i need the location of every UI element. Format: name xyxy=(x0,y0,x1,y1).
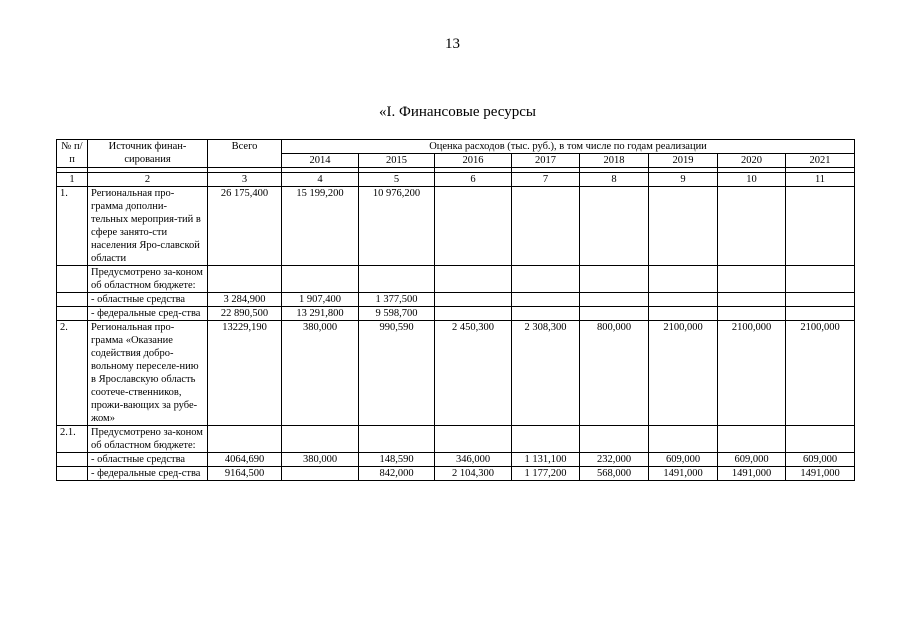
row-source-cell: Предусмотрено за-коном об областном бюджете: xyxy=(88,426,208,453)
column-index: 5 xyxy=(359,173,435,187)
row-year-value-cell xyxy=(786,266,855,293)
row-source-cell: - областные средства xyxy=(88,293,208,307)
table-row xyxy=(57,453,855,467)
header-year: 2016 xyxy=(435,154,512,168)
row-year-value-cell: 346,000 xyxy=(435,453,512,467)
column-index: 10 xyxy=(718,173,786,187)
column-index: 3 xyxy=(208,173,282,187)
row-year-value-cell: 1 177,200 xyxy=(512,467,580,481)
row-year-value-cell xyxy=(435,293,512,307)
row-year-value-cell xyxy=(718,293,786,307)
row-source-cell: - федеральные сред-ства xyxy=(88,307,208,321)
row-year-value-cell xyxy=(649,307,718,321)
row-year-value-cell xyxy=(435,266,512,293)
header-total: Всего xyxy=(208,140,282,168)
row-year-value-cell: 2100,000 xyxy=(649,321,718,426)
row-year-value-cell: 148,590 xyxy=(359,453,435,467)
row-source-cell: Предусмотрено за-коном об областном бюджете: xyxy=(88,266,208,293)
table-row xyxy=(57,187,855,266)
row-year-value-cell xyxy=(786,187,855,266)
row-number-cell xyxy=(57,293,88,307)
row-year-value-cell xyxy=(359,426,435,453)
row-year-value-cell xyxy=(512,187,580,266)
row-year-value-cell: 2 308,300 xyxy=(512,321,580,426)
page-number: 13 xyxy=(445,36,460,52)
header-year: 2018 xyxy=(580,154,649,168)
row-year-value-cell xyxy=(786,426,855,453)
row-total-cell: 22 890,500 xyxy=(208,307,282,321)
row-year-value-cell: 15 199,200 xyxy=(282,187,359,266)
row-total-cell xyxy=(208,426,282,453)
row-year-value-cell xyxy=(580,307,649,321)
row-number-cell xyxy=(57,467,88,481)
column-index: 1 xyxy=(57,173,88,187)
column-index: 6 xyxy=(435,173,512,187)
row-year-value-cell xyxy=(580,187,649,266)
header-year: 2020 xyxy=(718,154,786,168)
header-estimate: Оценка расходов (тыс. руб.), в том числе по годам реализации xyxy=(282,140,855,154)
row-year-value-cell xyxy=(282,426,359,453)
row-year-value-cell: 10 976,200 xyxy=(359,187,435,266)
row-year-value-cell: 1 907,400 xyxy=(282,293,359,307)
table-row xyxy=(57,467,855,481)
header-year: 2014 xyxy=(282,154,359,168)
row-total-cell: 3 284,900 xyxy=(208,293,282,307)
row-year-value-cell: 1 131,100 xyxy=(512,453,580,467)
row-year-value-cell: 13 291,800 xyxy=(282,307,359,321)
row-source-cell: Региональная про-грамма «Оказание содействия добро-вольному переселе-нию в Ярославскую область соотече-ственников, прожи-вающих за рубе-жом» xyxy=(88,321,208,426)
row-year-value-cell: 2 104,300 xyxy=(435,467,512,481)
header-year: 2017 xyxy=(512,154,580,168)
row-number-cell: 2.1. xyxy=(57,426,88,453)
row-source-cell: - областные средства xyxy=(88,453,208,467)
column-index: 2 xyxy=(88,173,208,187)
header-year: 2019 xyxy=(649,154,718,168)
row-year-value-cell xyxy=(580,293,649,307)
row-total-cell xyxy=(208,266,282,293)
column-index: 11 xyxy=(786,173,855,187)
row-year-value-cell: 2 450,300 xyxy=(435,321,512,426)
column-index: 8 xyxy=(580,173,649,187)
row-total-cell: 13229,190 xyxy=(208,321,282,426)
row-year-value-cell: 568,000 xyxy=(580,467,649,481)
row-total-cell: 26 175,400 xyxy=(208,187,282,266)
row-year-value-cell xyxy=(512,266,580,293)
row-total-cell: 4064,690 xyxy=(208,453,282,467)
row-source-cell: - федеральные сред-ства xyxy=(88,467,208,481)
row-year-value-cell xyxy=(649,266,718,293)
table-row xyxy=(57,266,855,293)
row-year-value-cell xyxy=(718,266,786,293)
row-total-cell: 9164,500 xyxy=(208,467,282,481)
header-year: 2021 xyxy=(786,154,855,168)
header-source: Источник финан-сирования xyxy=(88,140,208,168)
row-year-value-cell xyxy=(786,307,855,321)
row-year-value-cell: 609,000 xyxy=(649,453,718,467)
row-year-value-cell: 1491,000 xyxy=(786,467,855,481)
header-num: № п/п xyxy=(57,140,88,168)
row-year-value-cell: 1491,000 xyxy=(649,467,718,481)
row-year-value-cell xyxy=(282,467,359,481)
row-year-value-cell: 842,000 xyxy=(359,467,435,481)
table-row xyxy=(57,307,855,321)
table-row xyxy=(57,293,855,307)
row-year-value-cell xyxy=(282,266,359,293)
row-year-value-cell xyxy=(718,307,786,321)
row-year-value-cell xyxy=(359,266,435,293)
column-index: 4 xyxy=(282,173,359,187)
row-number-cell: 2. xyxy=(57,321,88,426)
row-year-value-cell: 2100,000 xyxy=(786,321,855,426)
row-year-value-cell xyxy=(649,293,718,307)
row-year-value-cell xyxy=(435,307,512,321)
row-year-value-cell xyxy=(512,293,580,307)
row-source-cell: Региональная про-грамма дополни-тельных мероприя-тий в сфере занято-сти населения Яро-славской области xyxy=(88,187,208,266)
row-year-value-cell xyxy=(512,426,580,453)
row-number-cell xyxy=(57,453,88,467)
row-year-value-cell: 800,000 xyxy=(580,321,649,426)
row-year-value-cell xyxy=(718,426,786,453)
row-year-value-cell: 2100,000 xyxy=(718,321,786,426)
row-year-value-cell: 609,000 xyxy=(718,453,786,467)
header-row xyxy=(57,140,855,154)
table-row xyxy=(57,321,855,426)
row-year-value-cell: 232,000 xyxy=(580,453,649,467)
row-year-value-cell: 380,000 xyxy=(282,321,359,426)
row-number-cell xyxy=(57,307,88,321)
row-year-value-cell: 990,590 xyxy=(359,321,435,426)
row-year-value-cell xyxy=(649,187,718,266)
financial-resources-table xyxy=(56,139,855,481)
row-year-value-cell: 1 377,500 xyxy=(359,293,435,307)
row-number-cell: 1. xyxy=(57,187,88,266)
row-year-value-cell: 609,000 xyxy=(786,453,855,467)
column-index-row xyxy=(57,173,855,187)
row-year-value-cell xyxy=(649,426,718,453)
row-year-value-cell xyxy=(580,426,649,453)
header-year: 2015 xyxy=(359,154,435,168)
row-year-value-cell xyxy=(435,426,512,453)
row-year-value-cell: 1491,000 xyxy=(718,467,786,481)
row-year-value-cell: 380,000 xyxy=(282,453,359,467)
row-year-value-cell xyxy=(435,187,512,266)
section-title: «I. Финансовые ресурсы xyxy=(378,104,537,120)
column-index: 7 xyxy=(512,173,580,187)
row-number-cell xyxy=(57,266,88,293)
row-year-value-cell xyxy=(786,293,855,307)
row-year-value-cell: 9 598,700 xyxy=(359,307,435,321)
column-index: 9 xyxy=(649,173,718,187)
row-year-value-cell xyxy=(718,187,786,266)
row-year-value-cell xyxy=(512,307,580,321)
table-row xyxy=(57,426,855,453)
row-year-value-cell xyxy=(580,266,649,293)
